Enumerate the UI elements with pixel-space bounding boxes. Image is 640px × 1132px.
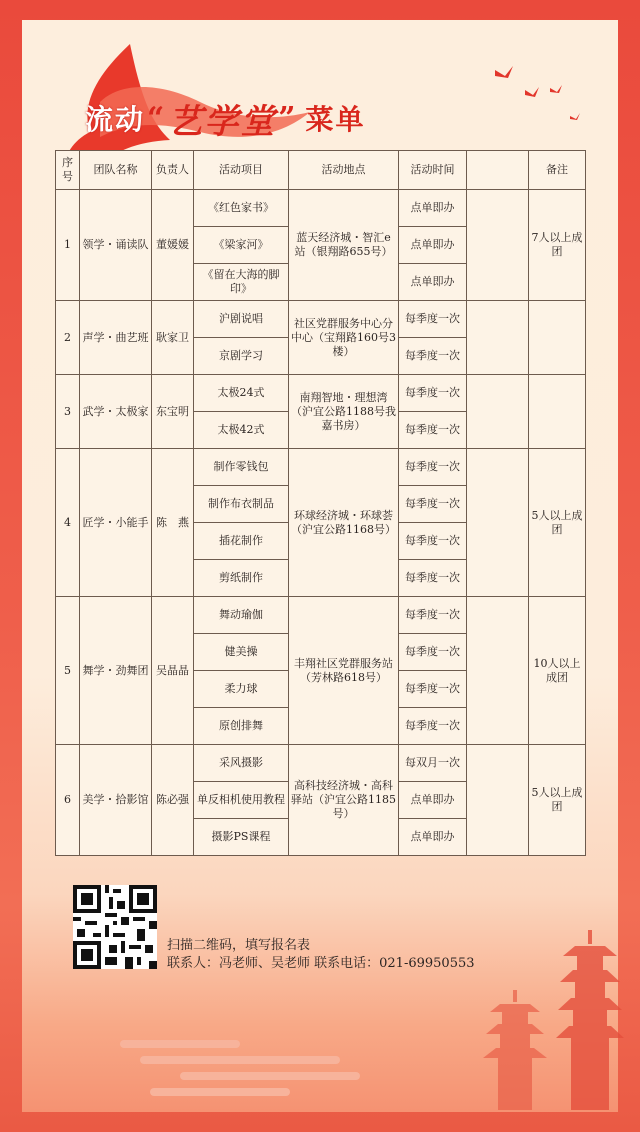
cell-leader: 陈 燕 (152, 449, 194, 597)
cell-no: 4 (56, 449, 80, 597)
cell-location: 丰翔社区党群服务站（芳林路618号） (289, 597, 399, 745)
cell-time: 每季度一次 (399, 634, 467, 671)
cell-blank (467, 301, 529, 375)
cell-no: 6 (56, 745, 80, 856)
cell-project: 制作零钱包 (194, 449, 289, 486)
pagoda-icon (555, 930, 625, 1110)
cell-blank (467, 449, 529, 597)
cell-note (529, 301, 586, 375)
cell-project: 太极42式 (194, 412, 289, 449)
cell-time: 点单即办 (399, 227, 467, 264)
cell-project: 舞动瑜伽 (194, 597, 289, 634)
cell-location: 南翔智地・理想湾（沪宜公路1188号我嘉书房） (289, 375, 399, 449)
table-row (56, 745, 586, 782)
cell-time: 每季度一次 (399, 375, 467, 412)
cell-project: 插花制作 (194, 523, 289, 560)
pagoda-icon (480, 990, 550, 1110)
cell-time: 每季度一次 (399, 301, 467, 338)
header-leader: 负责人 (152, 151, 194, 190)
cell-no: 2 (56, 301, 80, 375)
cell-time: 每季度一次 (399, 708, 467, 745)
cell-team: 舞学・劲舞团 (80, 597, 152, 745)
cell-project: 《留在大海的脚印》 (194, 264, 289, 301)
cell-project: 单反相机使用教程 (194, 782, 289, 819)
scan-instruction: 扫描二维码，填写报名表 (167, 938, 311, 953)
cell-location: 环球经济城・环球荟（沪宜公路1168号） (289, 449, 399, 597)
cell-project: 原创排舞 (194, 708, 289, 745)
header-note: 备注 (529, 151, 586, 190)
cell-no: 5 (56, 597, 80, 745)
cell-location: 高科技经济城・高科驿站（沪宜公路1185号） (289, 745, 399, 856)
cell-no: 1 (56, 190, 80, 301)
cell-team: 美学・拾影馆 (80, 745, 152, 856)
cell-note: 7人以上成团 (529, 190, 586, 301)
cell-time: 点单即办 (399, 264, 467, 301)
cell-leader: 董媛媛 (152, 190, 194, 301)
cell-time: 每季度一次 (399, 523, 467, 560)
cell-blank (467, 597, 529, 745)
cell-time: 每双月一次 (399, 745, 467, 782)
cell-note: 5人以上成团 (529, 449, 586, 597)
cell-leader: 吴晶晶 (152, 597, 194, 745)
cell-team: 匠学・小能手 (80, 449, 152, 597)
title-part2: 艺学堂 (168, 101, 277, 142)
table-row (56, 597, 586, 634)
cell-project: 《梁家河》 (194, 227, 289, 264)
cell-leader: 东宝明 (152, 375, 194, 449)
table-row (56, 449, 586, 486)
cell-project: 太极24式 (194, 375, 289, 412)
cell-project: 健美操 (194, 634, 289, 671)
cell-project: 制作布衣制品 (194, 486, 289, 523)
cell-leader: 耿家卫 (152, 301, 194, 375)
signup-card (55, 870, 585, 980)
cell-time: 点单即办 (399, 782, 467, 819)
bird-icon (490, 60, 590, 130)
title-open-quote: “ (147, 100, 167, 136)
cell-note: 10人以上成团 (529, 597, 586, 745)
table-row (56, 301, 586, 338)
table-row (56, 190, 586, 227)
cell-blank (467, 745, 529, 856)
contact-info: 联系人：冯老师、吴老师 联系电话：021-69950553 (167, 956, 475, 971)
cell-time: 点单即办 (399, 190, 467, 227)
page-title (85, 98, 366, 142)
cell-time: 每季度一次 (399, 412, 467, 449)
cell-note: 5人以上成团 (529, 745, 586, 856)
header-project: 活动项目 (194, 151, 289, 190)
cell-team: 声学・曲艺班 (80, 301, 152, 375)
title-close-quote: ” (278, 100, 298, 136)
title-part1: 流动 (85, 103, 146, 136)
table-row (56, 375, 586, 412)
cell-blank (467, 375, 529, 449)
cell-location: 蓝天经济城・智汇e站（银翔路655号） (289, 190, 399, 301)
cell-project: 摄影PS课程 (194, 819, 289, 856)
cell-blank (467, 190, 529, 301)
cell-time: 每季度一次 (399, 560, 467, 597)
header-no: 序号 (56, 151, 80, 190)
cell-location: 社区党群服务中心分中心（宝翔路160号3楼） (289, 301, 399, 375)
cell-project: 京剧学习 (194, 338, 289, 375)
table-header-row (56, 151, 586, 190)
cell-no: 3 (56, 375, 80, 449)
cell-time: 每季度一次 (399, 597, 467, 634)
cell-project: 柔力球 (194, 671, 289, 708)
qr-code-icon[interactable] (73, 885, 157, 969)
title-part3: 菜单 (305, 103, 366, 136)
cell-project: 沪剧说唱 (194, 301, 289, 338)
cell-team: 武学・太极家 (80, 375, 152, 449)
cell-time: 每季度一次 (399, 338, 467, 375)
cell-leader: 陈必强 (152, 745, 194, 856)
cell-time: 每季度一次 (399, 671, 467, 708)
header-team: 团队名称 (80, 151, 152, 190)
cell-project: 采风摄影 (194, 745, 289, 782)
cell-time: 每季度一次 (399, 449, 467, 486)
cell-time: 点单即办 (399, 819, 467, 856)
cell-team: 领学・诵读队 (80, 190, 152, 301)
cell-project: 《红色家书》 (194, 190, 289, 227)
header-time: 活动时间 (399, 151, 467, 190)
header-location: 活动地点 (289, 151, 399, 190)
cell-project: 剪纸制作 (194, 560, 289, 597)
cell-note (529, 375, 586, 449)
header-blank (467, 151, 529, 190)
cell-time: 每季度一次 (399, 486, 467, 523)
cloud-stripes-decoration (120, 1040, 380, 1100)
activity-table (55, 150, 586, 856)
